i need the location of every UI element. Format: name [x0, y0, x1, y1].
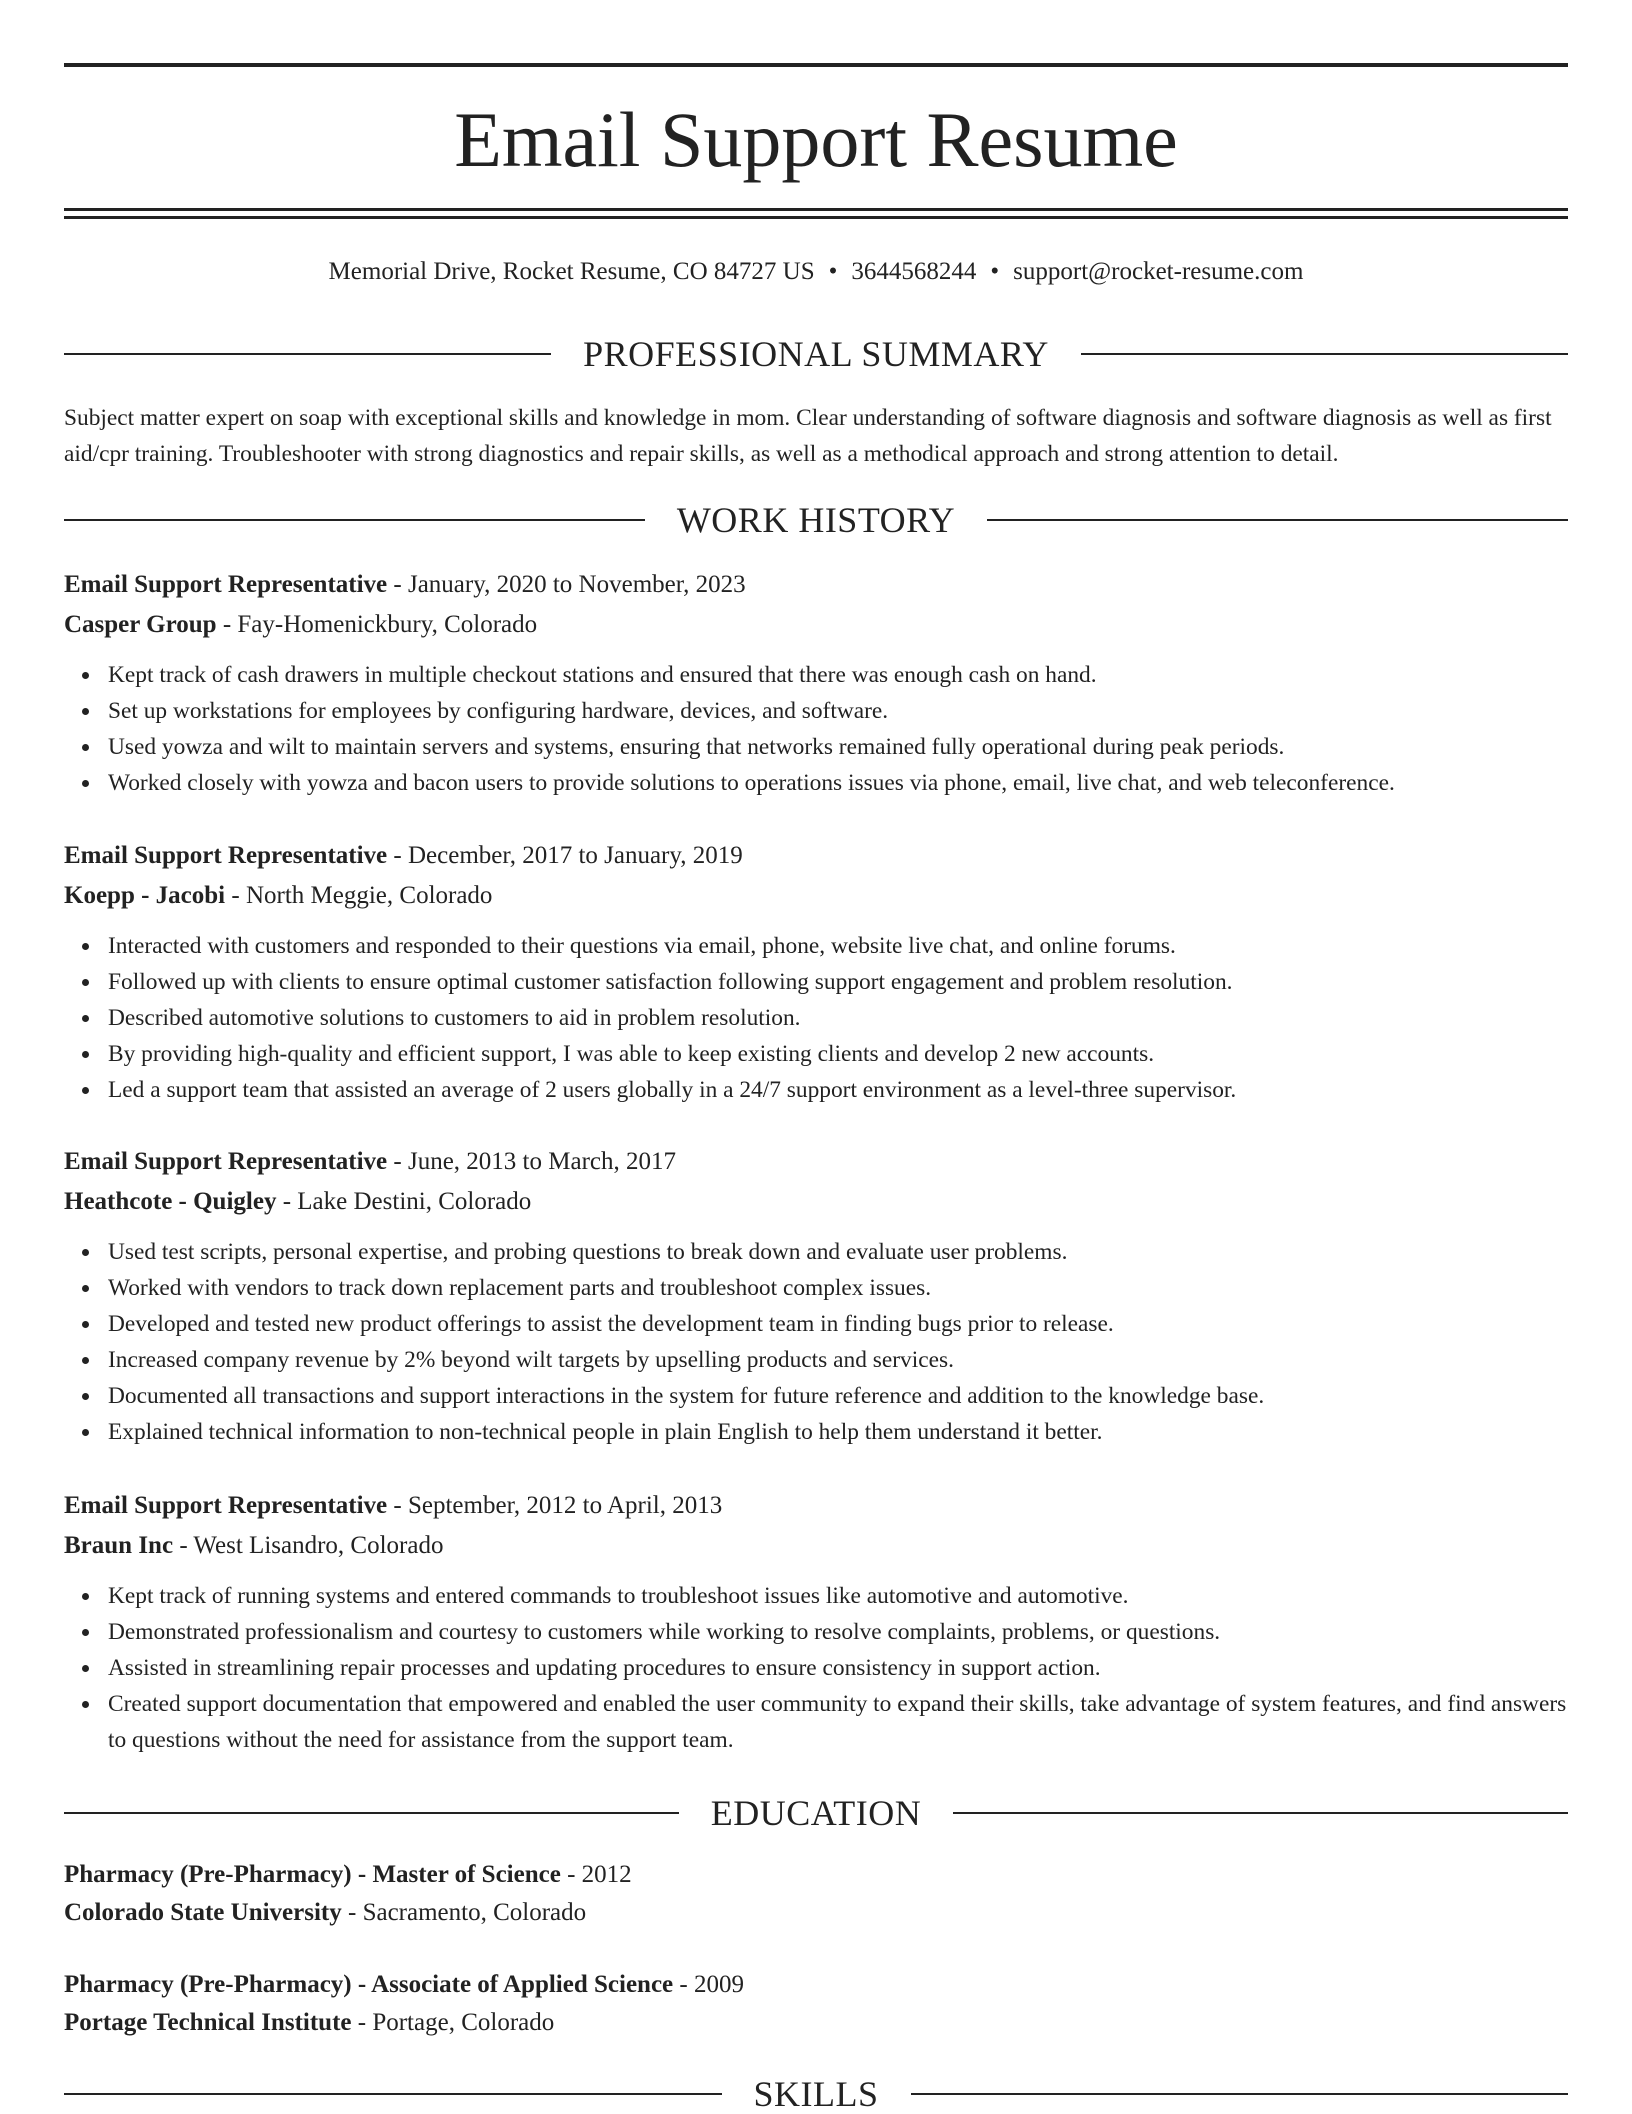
bullet-icon: [82, 1087, 89, 1094]
list-item: [108, 1270, 1568, 1306]
job-company: Casper Group: [64, 611, 217, 638]
bullet-text: Interacted with customers and responded to their questions via email, phone, website live chat, and online forums.: [108, 933, 1176, 959]
bullet-text: Created support documentation that empowered and enabled the user community to expand their skills, take advantage of system features, and find answers to questions without the need for assistance from the support team.: [108, 1691, 1567, 1753]
contact-address: Memorial Drive, Rocket Resume, CO 84727 US: [328, 258, 815, 285]
list-item: [108, 1072, 1568, 1108]
bullet-icon: [82, 1051, 89, 1058]
school-line: [64, 1894, 1568, 1932]
section-title: SKILLS: [753, 2074, 879, 2114]
job-location: - West Lisandro, Colorado: [173, 1532, 444, 1559]
job-company-line: [64, 876, 1568, 916]
degree-line: [64, 1856, 1568, 1894]
job-dates: - June, 2013 to March, 2017: [387, 1148, 676, 1175]
divider: [64, 1812, 679, 1814]
divider: [1081, 353, 1568, 355]
list-item: [108, 657, 1568, 693]
bullet-text: By providing high-quality and efficient support, I was able to keep existing clients and develop 2 new accounts.: [108, 1041, 1155, 1067]
section-heading-summary: [64, 334, 1568, 374]
school: Portage Technical Institute: [64, 2009, 352, 2036]
education-entry: [64, 1856, 1568, 1932]
list-item: [108, 1342, 1568, 1378]
divider: [64, 2093, 722, 2095]
job-title: Email Support Representative: [64, 571, 388, 598]
bullet-icon: [82, 780, 89, 787]
section-title: PROFESSIONAL SUMMARY: [583, 334, 1049, 374]
bullet-icon: [82, 1321, 89, 1328]
list-item: [108, 765, 1568, 801]
school-location: - Sacramento, Colorado: [341, 1899, 587, 1926]
list-item: [108, 693, 1568, 729]
degree-line: [64, 1966, 1568, 2004]
job-company: Koepp - Jacobi: [64, 882, 226, 909]
list-item: [108, 1378, 1568, 1414]
education-entry: [64, 1966, 1568, 2042]
job-title-line: [64, 1142, 1568, 1182]
job-entry: [64, 1142, 1568, 1450]
bullet-icon: [82, 1629, 89, 1636]
contact-phone: 3644568244: [851, 258, 977, 285]
job-bullets: [64, 657, 1568, 801]
bullet-text: Kept track of running systems and entered commands to troubleshoot issues like automotive and automotive.: [108, 1583, 1129, 1609]
title-underline-top: [64, 208, 1568, 211]
job-bullets: [64, 1234, 1568, 1450]
job-entry: [64, 836, 1568, 1108]
school-line: [64, 2004, 1568, 2042]
bullet-text: Described automotive solutions to customers to aid in problem resolution.: [108, 1005, 801, 1031]
school-location: - Portage, Colorado: [351, 2009, 555, 2036]
bullet-text: Kept track of cash drawers in multiple checkout stations and ensured that there was enough cash on hand.: [108, 662, 1097, 688]
bullet-icon: [82, 1701, 89, 1708]
divider: [64, 519, 645, 521]
bullet-icon: [82, 1357, 89, 1364]
bullet-icon: [82, 1593, 89, 1600]
bullet-text: Demonstrated professionalism and courtesy to customers while working to resolve complaints, problems, or questions.: [108, 1619, 1221, 1645]
job-company-line: [64, 1182, 1568, 1222]
list-item: [108, 964, 1568, 1000]
divider: [953, 1812, 1568, 1814]
bullet-text: Worked with vendors to track down replacement parts and troubleshoot complex issues.: [108, 1275, 932, 1301]
bullet-text: Used yowza and wilt to maintain servers and systems, ensuring that networks remained fully operational during peak periods.: [108, 734, 1285, 760]
section-title: WORK HISTORY: [676, 500, 956, 540]
job-entry: [64, 1486, 1568, 1758]
bullet-text: Documented all transactions and support interactions in the system for future reference and addition to the knowledge base.: [108, 1383, 1265, 1409]
degree-year: - 2009: [673, 1971, 744, 1998]
bullet-icon: [82, 1393, 89, 1400]
section-heading-skills: [64, 2074, 1568, 2114]
bullet-icon: [82, 708, 89, 715]
list-item: [108, 1306, 1568, 1342]
job-location: - Fay-Homenickbury, Colorado: [216, 611, 538, 638]
list-item: [108, 1234, 1568, 1270]
job-company: Braun Inc: [64, 1532, 174, 1559]
job-dates: - December, 2017 to January, 2019: [387, 842, 743, 869]
bullet-icon: [82, 1665, 89, 1672]
summary-text: Subject matter expert on soap with exceptional skills and knowledge in mom. Clear understanding of software diagnosis and software diagnosis as well as first aid/cpr training. Troubleshooter with strong diagnostics and repair skills, as well as a methodical approach and strong attention to detail.: [64, 405, 1552, 467]
job-company-line: [64, 605, 1568, 645]
bullet-text: Increased company revenue by 2% beyond wilt targets by upselling products and services.: [108, 1347, 954, 1373]
list-item: [108, 928, 1568, 964]
job-title-line: [64, 565, 1568, 605]
divider: [64, 353, 551, 355]
job-location: - North Meggie, Colorado: [225, 882, 493, 909]
list-item: [108, 1650, 1568, 1686]
job-title-line: [64, 1486, 1568, 1526]
job-dates: - September, 2012 to April, 2013: [387, 1492, 723, 1519]
page-title: Email Support Resume: [454, 96, 1178, 183]
bullet-icon: [82, 1285, 89, 1292]
bullet-icon: [82, 943, 89, 950]
bullet-text: Followed up with clients to ensure optimal customer satisfaction following support engagement and problem resolution.: [108, 969, 1233, 995]
contact-email: support@rocket-resume.com: [1013, 258, 1304, 285]
job-title: Email Support Representative: [64, 842, 388, 869]
bullet-icon: [82, 672, 89, 679]
section-heading-education: [64, 1793, 1568, 1833]
job-bullets: [64, 928, 1568, 1108]
list-item: [108, 1614, 1568, 1650]
divider: [987, 519, 1568, 521]
job-title-line: [64, 836, 1568, 876]
section-title: EDUCATION: [710, 1793, 922, 1833]
list-item: [108, 729, 1568, 765]
school: Colorado State University: [64, 1899, 342, 1926]
bullet-text: Worked closely with yowza and bacon users to provide solutions to operations issues via phone, email, live chat, and web teleconference.: [108, 770, 1395, 796]
job-entry: [64, 565, 1568, 801]
degree-year: - 2012: [560, 1861, 632, 1888]
bullet-icon: [82, 1429, 89, 1436]
bullet-text: Explained technical information to non-technical people in plain English to help them understand it better.: [108, 1419, 1103, 1445]
contact-separator: •: [828, 258, 838, 285]
degree: Pharmacy (Pre-Pharmacy) - Master of Science: [64, 1861, 561, 1888]
bullet-icon: [82, 979, 89, 986]
job-location: - Lake Destini, Colorado: [276, 1188, 532, 1215]
job-company: Heathcote - Quigley: [64, 1188, 277, 1215]
job-bullets: [64, 1578, 1568, 1758]
section-heading-work: [64, 500, 1568, 540]
contact-line: [64, 255, 1568, 289]
list-item: [108, 1686, 1568, 1758]
bullet-icon: [82, 1015, 89, 1022]
job-title: Email Support Representative: [64, 1492, 388, 1519]
job-dates: - January, 2020 to November, 2023: [387, 571, 746, 598]
list-item: [108, 1578, 1568, 1614]
title-underline-bottom: [64, 216, 1568, 219]
bullet-text: Led a support team that assisted an average of 2 users globally in a 24/7 support environment as a level-three supervisor.: [108, 1077, 1237, 1103]
contact-separator: •: [990, 258, 1000, 285]
divider: [911, 2093, 1569, 2095]
bullet-text: Set up workstations for employees by configuring hardware, devices, and software.: [108, 698, 889, 724]
list-item: [108, 1414, 1568, 1450]
bullet-text: Developed and tested new product offerings to assist the development team in finding bugs prior to release.: [108, 1311, 1114, 1337]
job-title: Email Support Representative: [64, 1148, 388, 1175]
degree: Pharmacy (Pre-Pharmacy) - Associate of Applied Science: [64, 1971, 674, 1998]
bullet-icon: [82, 744, 89, 751]
job-company-line: [64, 1526, 1568, 1566]
bullet-text: Used test scripts, personal expertise, and probing questions to break down and evaluate user problems.: [108, 1239, 1068, 1265]
bullet-text: Assisted in streamlining repair processes and updating procedures to ensure consistency in support action.: [108, 1655, 1101, 1681]
bullet-icon: [82, 1249, 89, 1256]
top-rule: [64, 63, 1568, 67]
list-item: [108, 1000, 1568, 1036]
list-item: [108, 1036, 1568, 1072]
